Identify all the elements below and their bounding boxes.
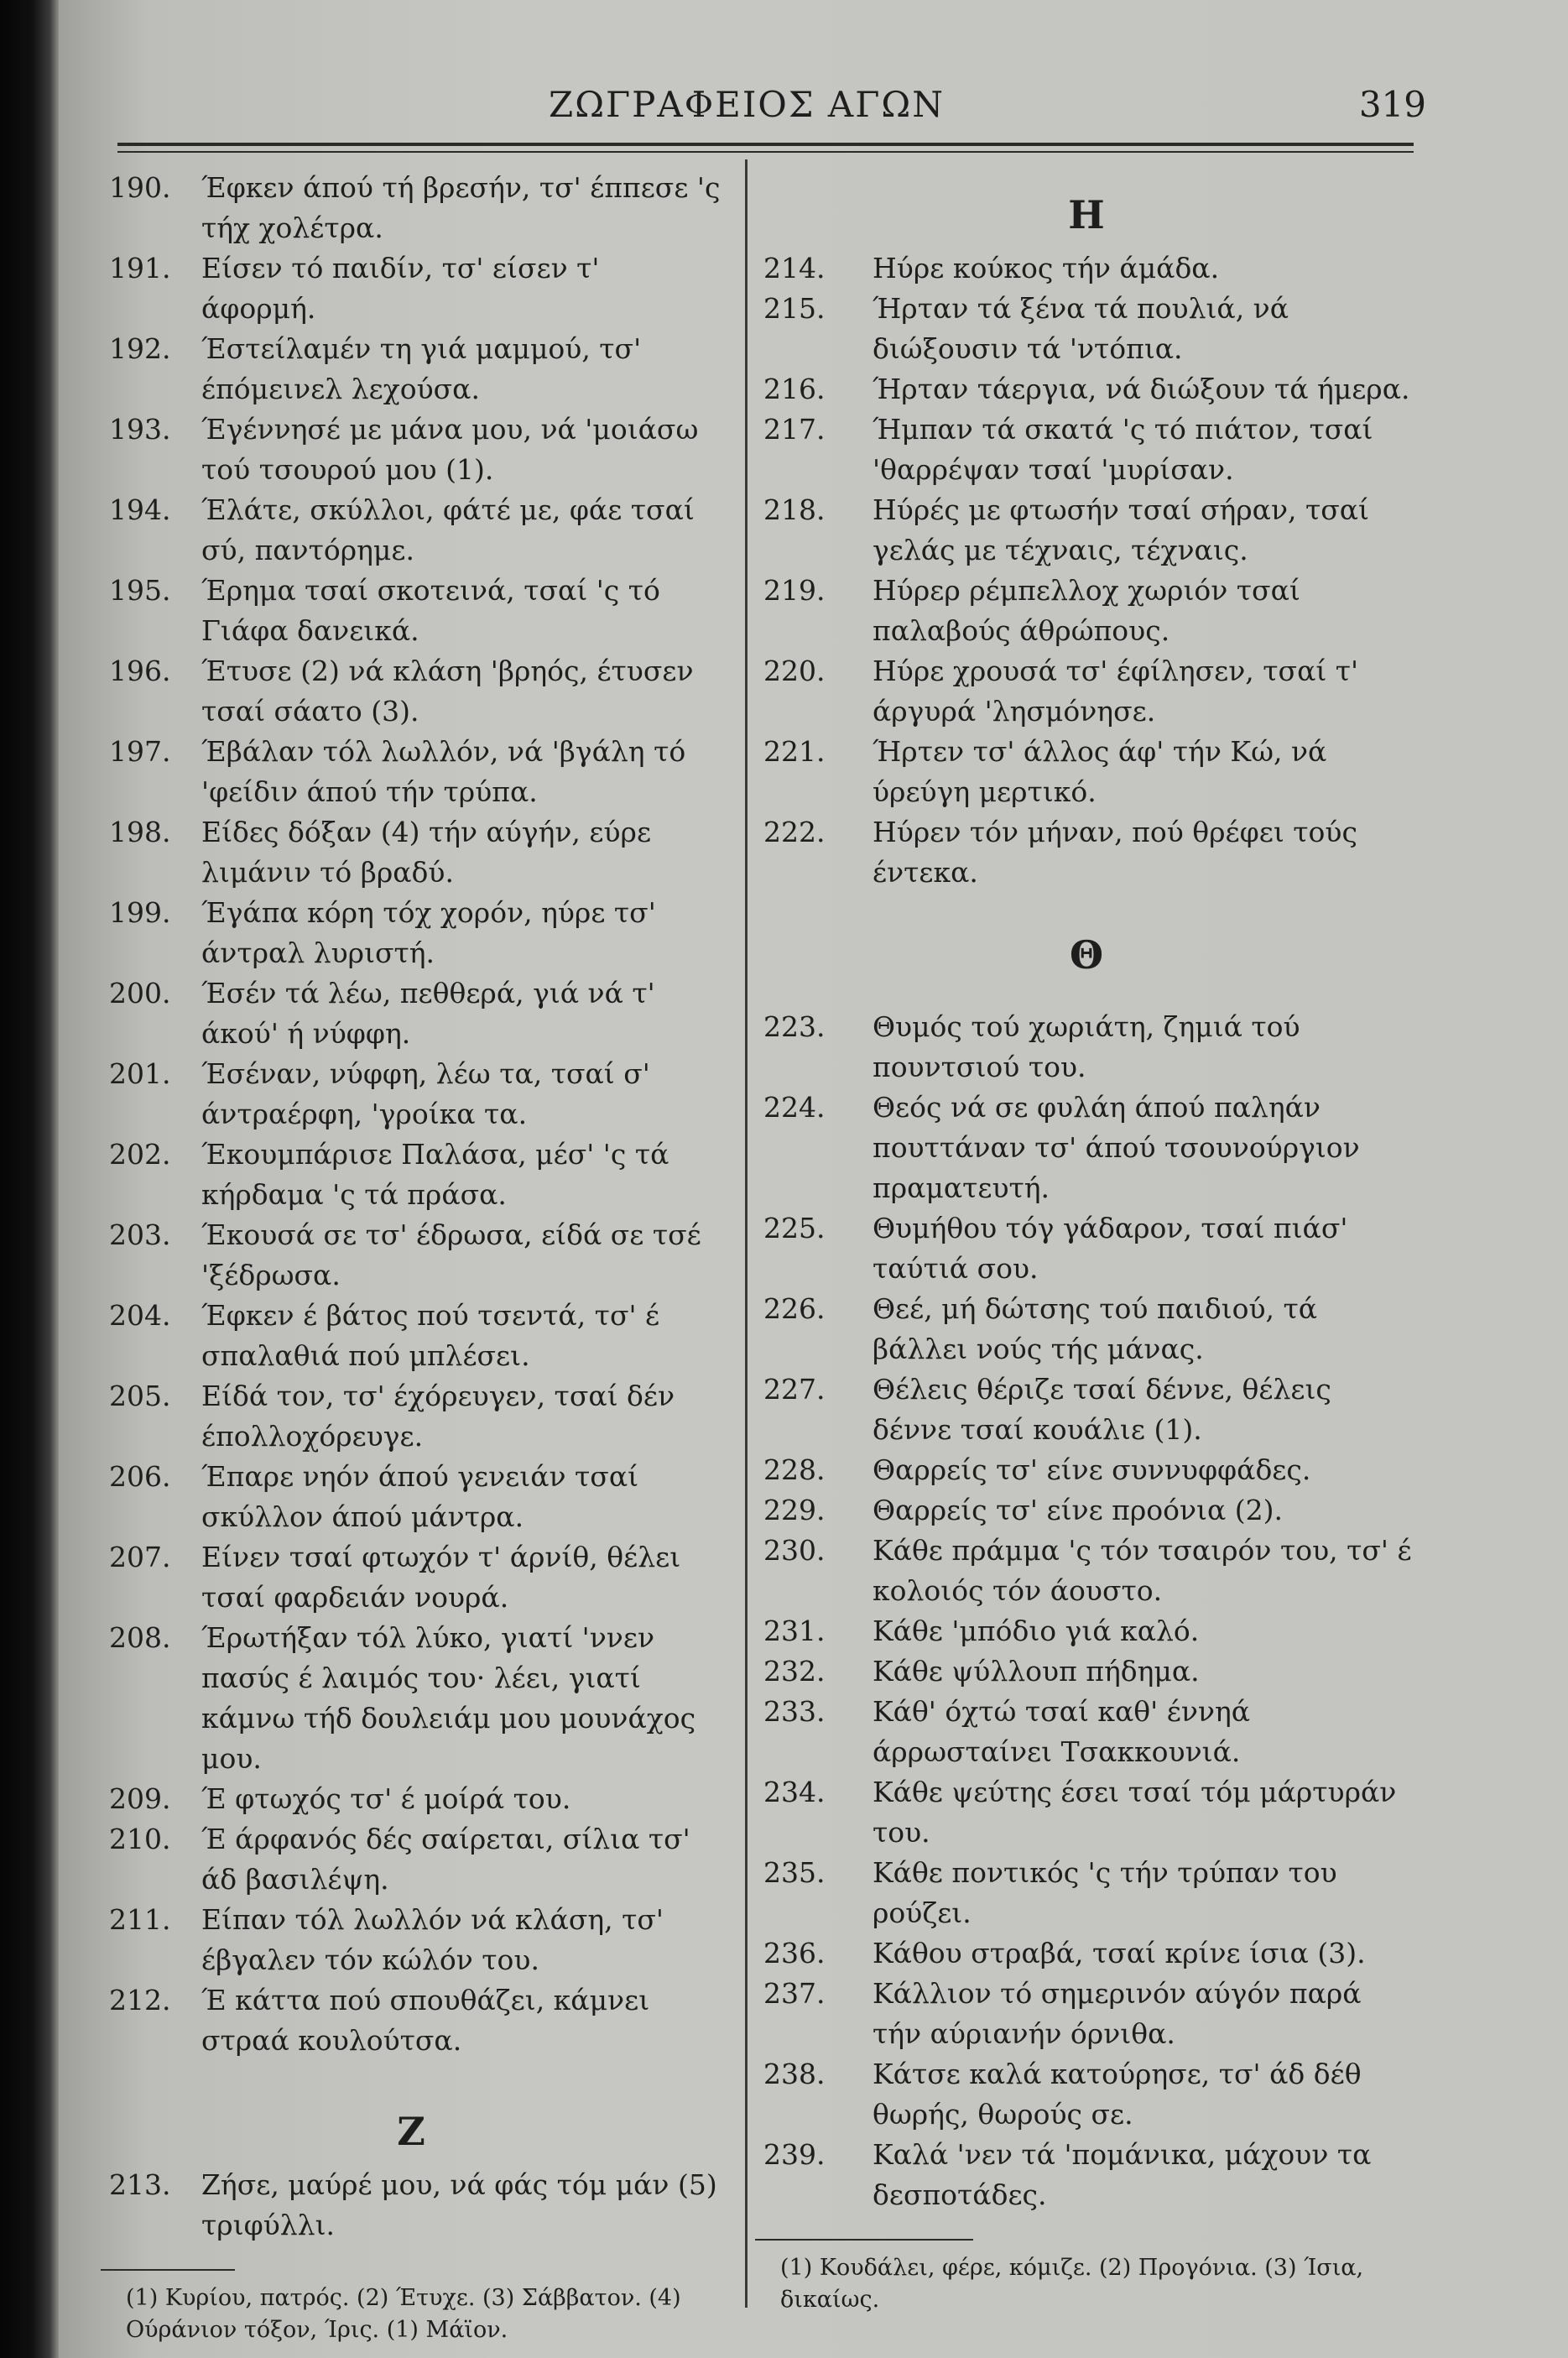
proverb-text: Κάθε ψεύτης έσει τσαί τόμ μάρτυράν του. xyxy=(873,1776,1397,1849)
proverb-entry xyxy=(101,1457,721,1537)
proverb-text: Έ φτωχός τσ' έ μοίρά του. xyxy=(201,1782,571,1815)
proverb-entry xyxy=(101,1135,721,1215)
proverb-entry xyxy=(101,168,721,248)
proverb-text: Ήμπαν τά σκατά 'ς τό πιάτον, τσαί 'θαρρέψαν τσαί 'μυρίσαν. xyxy=(873,413,1373,486)
proverb-text: Έρωτήξαν τόλ λύκο, γιατί 'ννεν πασύς έ λαιμός του· λέει, γιατί κάμνω τήδ δουλειάμ μου μουνάχος μου. xyxy=(201,1621,696,1775)
proverb-number: 211. xyxy=(109,1903,171,1936)
proverb-number: 200. xyxy=(109,977,171,1009)
book-spine-shadow xyxy=(0,0,59,2358)
footnote-rule-left xyxy=(101,2269,235,2271)
proverb-entry xyxy=(101,1779,721,1819)
proverb-number: 217. xyxy=(763,413,826,446)
proverb-number: 207. xyxy=(109,1541,171,1573)
proverb-number: 197. xyxy=(109,735,171,768)
proverb-entry xyxy=(755,571,1418,651)
proverb-number: 206. xyxy=(109,1460,171,1493)
proverb-entry xyxy=(755,1933,1418,1974)
proverb-entry xyxy=(755,1088,1418,1208)
proverb-text: Θέλεις θέριζε τσαί δέννε, θέλεις δέννε τσαί κουάλιε (1). xyxy=(873,1373,1331,1446)
header-rule-thick xyxy=(117,143,1414,146)
proverb-entry xyxy=(101,1980,721,2061)
proverb-entry xyxy=(101,1215,721,1296)
proverb-number: 227. xyxy=(763,1373,826,1406)
footnote-left: (1) Κυρίου, πατρός. (2) Έτυχε. (3) Σάββατον. (4) Ούράνιον τόξον, Ίρις. (1) Μάϊον. xyxy=(126,2285,681,2343)
proverb-number: 235. xyxy=(763,1856,826,1889)
proverb-number: 215. xyxy=(763,292,826,325)
proverb-number: 222. xyxy=(763,816,826,848)
proverb-text: Ήρτεν τσ' άλλος άφ' τήν Κώ, νά ύρεύγη μερτικό. xyxy=(873,735,1327,808)
proverb-text: Θεός νά σε φυλάη άπού παληάν πουττάναν τσ' άπού τσουνούργιον πραματευτή. xyxy=(873,1091,1360,1204)
section-letter-eta: Η xyxy=(1068,192,1105,237)
proverb-entry xyxy=(755,2054,1418,2135)
proverb-number: 223. xyxy=(763,1010,826,1043)
proverb-entry xyxy=(755,1208,1418,1289)
proverb-entry xyxy=(101,490,721,571)
proverb-entry xyxy=(755,1007,1418,1088)
proverb-entry xyxy=(755,1692,1418,1772)
proverb-text: Είδά τον, τσ' έχόρευγεν, τσαί δέν έπολλοχόρευγε. xyxy=(201,1380,675,1453)
section-letter-theta: Θ xyxy=(1069,932,1104,978)
proverb-entry xyxy=(755,812,1418,893)
proverb-number: 190. xyxy=(109,171,171,204)
proverb-list-theta xyxy=(755,1007,1418,2215)
left-column xyxy=(101,168,721,2346)
proverb-entry xyxy=(101,1819,721,1900)
proverb-text: Θεέ, μή δώτσης τού παιδιού, τά βάλλει νούς τής μάνας. xyxy=(873,1292,1318,1365)
proverb-entry xyxy=(755,2135,1418,2215)
footnote-right: (1) Κουδάλει, φέρε, κόμιζε. (2) Προγόνια. (3) Ίσια, δικαίως. xyxy=(780,2255,1364,2313)
proverb-entry xyxy=(755,1651,1418,1692)
proverb-text: Θαρρείς τσ' είνε συννυφφάδες. xyxy=(873,1453,1311,1486)
proverb-number: 204. xyxy=(109,1299,171,1332)
proverb-text: Έκουσά σε τσ' έδρωσα, είδά σε τσέ 'ξέδρωσα. xyxy=(201,1218,701,1291)
proverb-text: Έκουμπάρισε Παλάσα, μέσ' 'ς τά κήρδαμα 'ς τά πράσα. xyxy=(201,1138,669,1211)
column-divider xyxy=(745,159,748,2308)
proverb-text: Κάτσε καλά κατούρησε, τσ' άδ δέθ θωρής, θωρούς σε. xyxy=(873,2058,1362,2131)
proverb-entry xyxy=(101,1054,721,1135)
proverb-entry xyxy=(755,248,1418,289)
proverb-text: Κάλλιον τό σημερινόν αύγόν παρά τήν αύριανήν όρνιθα. xyxy=(873,1977,1362,2050)
proverb-number: 220. xyxy=(763,655,826,687)
proverb-text: Έσέναν, νύφφη, λέω τα, τσαί σ' άντραέρφη, 'γροίκα τα. xyxy=(201,1057,650,1130)
proverb-text: Έστείλαμέν τη γιά μαμμού, τσ' έπόμεινελ λεχούσα. xyxy=(201,332,642,405)
proverb-number: 229. xyxy=(763,1494,826,1526)
proverb-number: 221. xyxy=(763,735,826,768)
proverb-text: Έπαρε νηόν άπού γενειάν τσαί σκύλλον άπού μάντρα. xyxy=(201,1460,639,1533)
proverb-text: Έφκεν έ βάτος πού τσεντά, τσ' έ σπαλαθιά πού μπλέσει. xyxy=(201,1299,660,1372)
proverb-number: 193. xyxy=(109,413,171,446)
proverb-text: Ηύρε κούκος τήν άμάδα. xyxy=(873,252,1220,284)
proverb-entry xyxy=(755,1450,1418,1490)
proverb-number: 202. xyxy=(109,1138,171,1171)
footnote-rule-right xyxy=(755,2239,973,2241)
proverb-entry xyxy=(755,1289,1418,1369)
proverb-entry xyxy=(755,1853,1418,1933)
proverb-text: Είπαν τόλ λωλλόν νά κλάση, τσ' έβγαλεν τόν κώλόν του. xyxy=(201,1903,664,1976)
proverb-text: Έφκεν άπού τή βρεσήν, τσ' έππεσε 'ς τήχ χολέτρα. xyxy=(201,171,721,244)
proverb-text: Είνεν τσαί φτωχόν τ' άρνίθ, θέλει τσαί φαρδειάν νουρά. xyxy=(201,1541,681,1614)
proverb-entry xyxy=(101,410,721,490)
proverb-list-z xyxy=(101,2165,721,2246)
proverb-text: Ηύρές με φτωσήν τσαί σήραν, τσαί γελάς με τέχναις, τέχναις. xyxy=(873,493,1369,566)
proverb-number: 194. xyxy=(109,493,171,526)
proverb-text: Ηύρεν τόν μήναν, πού θρέφει τούς έντεκα. xyxy=(873,816,1357,889)
proverb-text: Κάθου στραβά, τσαί κρίνε ίσια (3). xyxy=(873,1937,1366,1969)
proverb-entry xyxy=(101,973,721,1054)
proverb-entry xyxy=(755,410,1418,490)
proverb-text: Έγέννησέ με μάνα μου, νά 'μοιάσω τού τσουρού μου (1). xyxy=(201,413,699,486)
right-column xyxy=(755,168,1418,2316)
proverb-text: Κάθε ψύλλουπ πήδημα. xyxy=(873,1655,1200,1688)
proverb-number: 224. xyxy=(763,1091,826,1124)
proverb-number: 214. xyxy=(763,252,826,284)
proverb-entry xyxy=(755,1611,1418,1651)
proverb-number: 238. xyxy=(763,2058,826,2090)
header-rule-thin xyxy=(117,151,1414,153)
proverb-text: Κάθε 'μπόδιο γιά καλό. xyxy=(873,1615,1200,1647)
proverb-number: 213. xyxy=(109,2168,171,2201)
proverb-number: 230. xyxy=(763,1534,826,1567)
proverb-number: 228. xyxy=(763,1453,826,1486)
proverb-number: 196. xyxy=(109,655,171,687)
proverb-number: 237. xyxy=(763,1977,826,2010)
proverb-text: Κάθε ποντικός 'ς τήν τρύπαν του ρούζει. xyxy=(873,1856,1337,1929)
proverb-entry xyxy=(101,248,721,329)
proverb-number: 195. xyxy=(109,574,171,607)
proverb-text: Καλά 'νεν τά 'πομάνικα, μάχουν τα δεσποτάδες. xyxy=(873,2138,1372,2211)
proverb-text: Θαρρείς τσ' είνε προόνια (2). xyxy=(873,1494,1284,1526)
proverb-entry xyxy=(101,329,721,410)
proverb-entry xyxy=(101,1537,721,1618)
proverb-entry xyxy=(755,490,1418,571)
proverb-number: 208. xyxy=(109,1621,171,1654)
proverb-text: Ηύρε χρουσά τσ' έφίλησεν, τσαί τ' άργυρά 'λησμόνησε. xyxy=(873,655,1359,728)
proverb-number: 199. xyxy=(109,896,171,929)
proverb-entry xyxy=(101,1900,721,1980)
proverb-text: Έγάπα κόρη τόχ χορόν, ηύρε τσ' άντραλ λυριστή. xyxy=(201,896,656,969)
proverb-text: Κάθε πράμμα 'ς τόν τσαιρόν του, τσ' έ κολοιός τόν άουστο. xyxy=(873,1534,1412,1607)
proverb-number: 231. xyxy=(763,1615,826,1647)
proverb-number: 210. xyxy=(109,1823,171,1855)
proverb-text: Κάθ' όχτώ τσαί καθ' έννηά άρρωσταίνει Τσακκουνιά. xyxy=(873,1695,1250,1768)
proverb-text: Είδες δόξαν (4) τήν αύγήν, εύρε λιμάνιν τό βραδύ. xyxy=(201,816,652,889)
proverb-text: Ήρταν τά ξένα τά πουλιά, νά διώξουσιν τά 'ντόπια. xyxy=(873,292,1289,365)
proverb-entry xyxy=(101,1296,721,1376)
proverb-entry xyxy=(101,1618,721,1779)
proverb-entry xyxy=(101,1376,721,1457)
proverb-entry xyxy=(101,2165,721,2246)
proverb-number: 209. xyxy=(109,1782,171,1815)
proverb-text: Έβάλαν τόλ λωλλόν, νά 'βγάλη τό 'φείδιν άπού τήν τρύπα. xyxy=(201,735,686,808)
proverb-text: Θυμήθου τόγ γάδαρον, τσαί πιάσ' ταύτιά σου. xyxy=(873,1212,1348,1285)
proverb-text: Ηύρερ ρέμπελλοχ χωριόν τσαί παλαβούς άθρώπους. xyxy=(873,574,1300,647)
proverb-text: Ήρταν τάεργια, νά διώξουν τά ήμερα. xyxy=(873,373,1410,405)
proverb-text: Είσεν τό παιδίν, τσ' είσεν τ' άφορμή. xyxy=(201,252,600,325)
proverb-text: Έτυσε (2) νά κλάση 'βρηός, έτυσεν τσαί σάατο (3). xyxy=(201,655,694,728)
proverb-text: Έσέν τά λέω, πεθθερά, γιά νά τ' άκού' ή νύφφη. xyxy=(201,977,655,1050)
proverb-text: Έρημα τσαί σκοτεινά, τσαί 'ς τό Γιάφα δανεικά. xyxy=(201,574,660,647)
running-head-title: ΖΩΓΡΑΦΕΙΟΣ ΑΓΩΝ xyxy=(549,84,945,125)
proverb-entry xyxy=(755,732,1418,812)
proverb-number: 239. xyxy=(763,2138,826,2171)
proverb-number: 219. xyxy=(763,574,826,607)
proverb-number: 203. xyxy=(109,1218,171,1251)
proverb-entry xyxy=(101,651,721,732)
proverb-entry xyxy=(755,1974,1418,2054)
proverb-entry xyxy=(755,651,1418,732)
proverb-list-eta xyxy=(755,248,1418,893)
proverb-entry xyxy=(101,812,721,893)
proverb-entry xyxy=(755,1369,1418,1450)
proverb-list-left xyxy=(101,168,721,2061)
proverb-entry xyxy=(755,289,1418,369)
proverb-entry xyxy=(755,1772,1418,1853)
proverb-number: 233. xyxy=(763,1695,826,1728)
proverb-text: Έλάτε, σκύλλοι, φάτέ με, φάε τσαί σύ, παντόρημε. xyxy=(201,493,695,566)
proverb-number: 205. xyxy=(109,1380,171,1412)
proverb-number: 191. xyxy=(109,252,171,284)
proverb-number: 212. xyxy=(109,1984,171,2016)
proverb-number: 232. xyxy=(763,1655,826,1688)
proverb-number: 192. xyxy=(109,332,171,365)
proverb-number: 225. xyxy=(763,1212,826,1244)
proverb-text: Έ κάττα πού σπουθάζει, κάμνει στραά κουλούτσα. xyxy=(201,1984,650,2057)
proverb-entry xyxy=(755,1531,1418,1611)
proverb-text: Θυμός τού χωριάτη, ζημιά τού πουντσιού του. xyxy=(873,1010,1300,1083)
proverb-number: 201. xyxy=(109,1057,171,1090)
proverb-text: Ζήσε, μαύρέ μου, νά φάς τόμ μάν (5) τριφύλλι. xyxy=(201,2168,717,2241)
proverb-number: 236. xyxy=(763,1937,826,1969)
proverb-entry xyxy=(101,893,721,973)
proverb-number: 226. xyxy=(763,1292,826,1325)
page-number: 319 xyxy=(1358,84,1426,125)
proverb-entry xyxy=(755,369,1418,410)
proverb-number: 198. xyxy=(109,816,171,848)
proverb-number: 234. xyxy=(763,1776,826,1808)
proverb-number: 218. xyxy=(763,493,826,526)
proverb-entry xyxy=(101,571,721,651)
proverb-number: 216. xyxy=(763,373,826,405)
proverb-entry xyxy=(755,1490,1418,1531)
proverb-text: Έ άρφανός δές σαίρεται, σίλια τσ' άδ βασιλέψη. xyxy=(201,1823,690,1896)
proverb-entry xyxy=(101,732,721,812)
section-letter-z: Ζ xyxy=(397,2109,425,2154)
